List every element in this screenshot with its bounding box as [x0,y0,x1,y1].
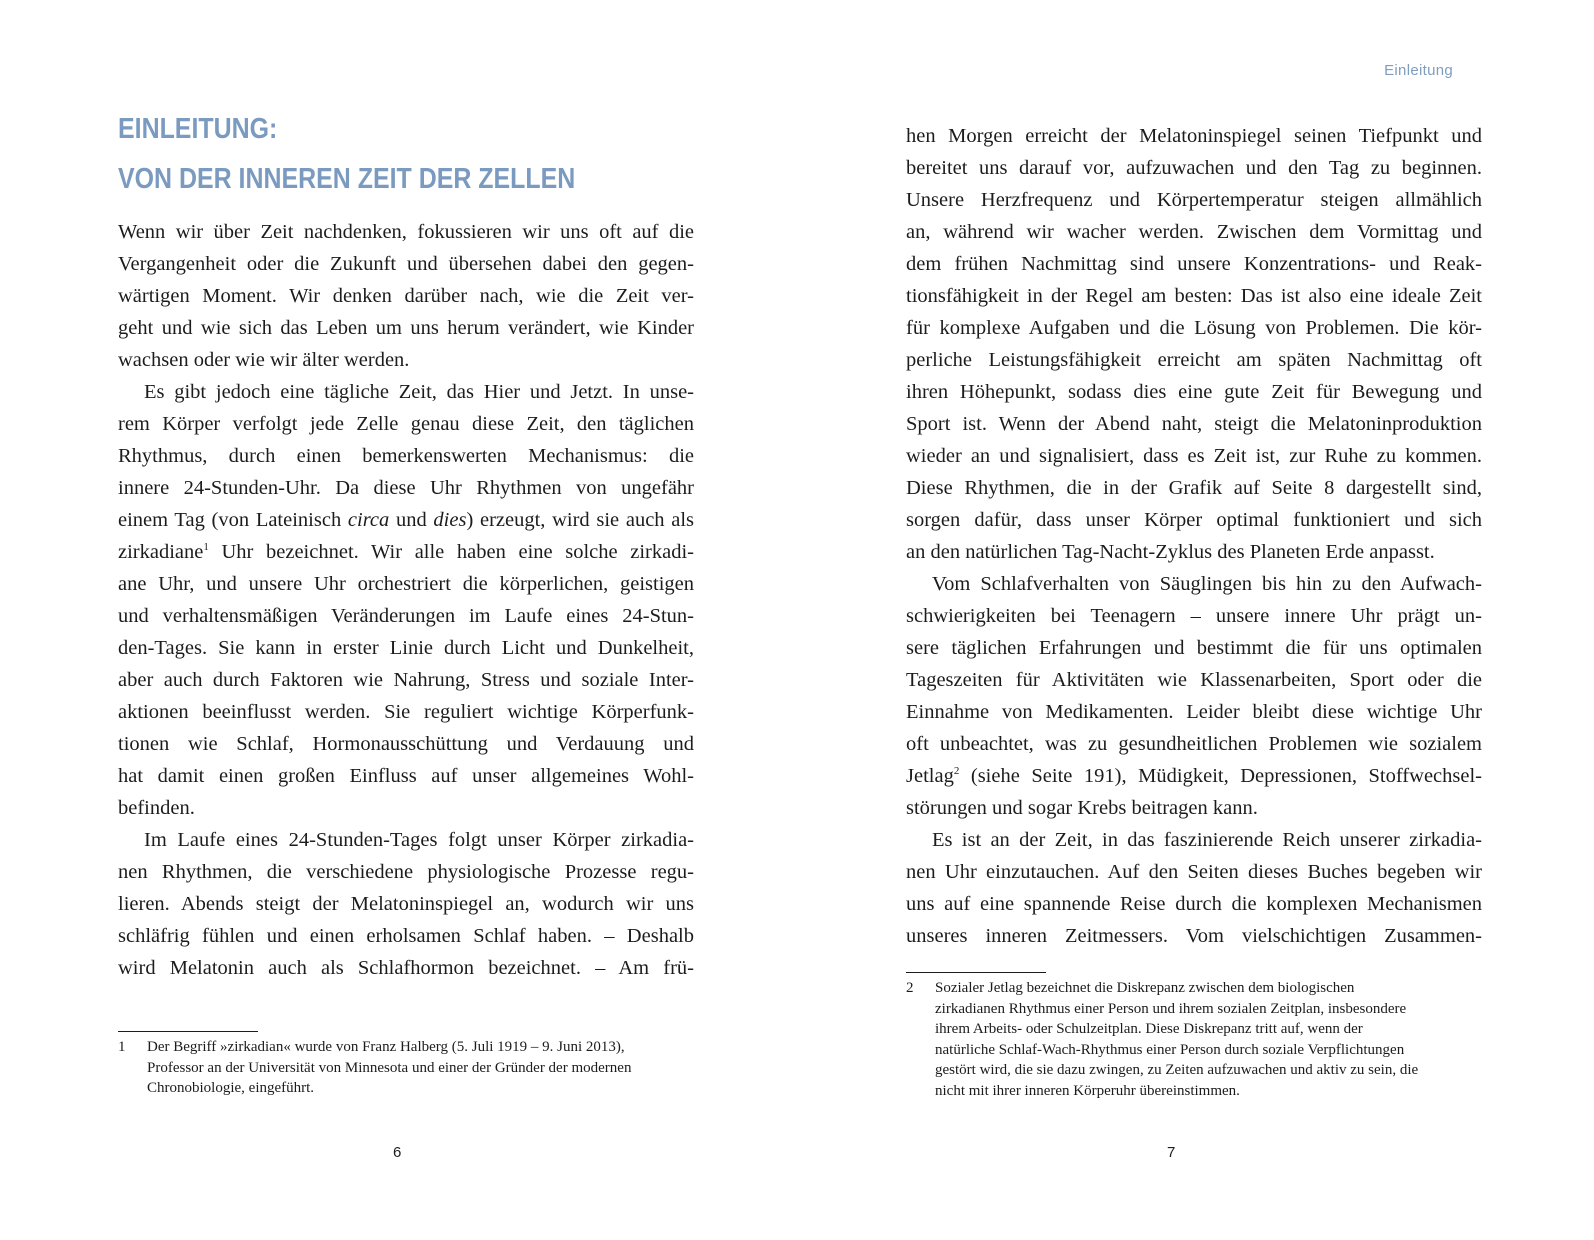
text-line: hat damit einen großen Einfluss auf unser allgemeines Wohl- [118,765,694,787]
footnote-text [147,1037,684,1099]
page-number-right: 7 [1167,1144,1176,1161]
footnote-divider [906,972,1046,973]
text-line: oft unbeachtet, was zu gesundheitlichen Problemen wie sozialem [906,733,1482,755]
footnote-line: natürliche Schlaf-Wach-Rhythmus einer Person durch soziale Verpflichtungen [935,1041,1405,1058]
text-line: Es gibt jedoch eine tägliche Zeit, das Hier und Jetzt. In unse- [144,381,694,403]
italic-term: dies [433,509,467,531]
text-line: und verhaltensmäßigen Veränderungen im Laufe eines 24-Stun- [118,605,694,627]
footnote-line: nicht mit ihrer inneren Körperuhr übereinstimmen. [935,1082,1240,1099]
footnote-line: gestört wird, die sie dazu zwingen, zu Zeiten aufzuwachen und aktiv zu sein, die [935,1062,1419,1079]
text-line: Es ist an der Zeit, in das faszinierende Reich unserer zirkadia- [932,829,1482,851]
footnote-line: Sozialer Jetlag bezeichnet die Diskrepanz zwischen dem biologischen [935,980,1355,996]
text-line: wärtigen Moment. Wir denken darüber nach, wie die Zeit ver- [118,285,694,307]
page-number-left: 6 [393,1144,402,1161]
text-line: sere täglichen Erfahrungen und bestimmt die für uns optimalen [906,637,1482,659]
text-line: rem Körper verfolgt jede Zelle genau diese Zeit, den täglichen [118,413,694,435]
text-line: Wenn wir über Zeit nachdenken, fokussieren wir uns oft auf die [118,221,694,243]
text-line: für komplexe Aufgaben und die Lösung von Problemen. Die kör- [906,317,1482,339]
text-line: Diese Rhythmen, die in der Grafik auf Seite 8 dargestellt sind, [906,477,1482,499]
text-line: Tageszeiten für Aktivitäten wie Klassenarbeiten, Sport oder die [906,669,1482,691]
text-fragment: Uhr bezeichnet. Wir alle haben eine solche zirkadi- [208,541,694,563]
footnote-number: 2 [906,980,914,996]
right-body-text [906,120,1482,952]
text-fragment: Jetlag [906,765,954,787]
chapter-title-line-1: EINLEITUNG: [118,113,278,145]
text-line: an den natürlichen Tag-Nacht-Zyklus des Planeten Erde anpasst. [906,541,1435,563]
text-line: wird Melatonin auch als Schlafhormon bezeichnet. – Am frü- [118,957,694,979]
footnote-line: ihrem Arbeits- oder Schulzeitplan. Diese Diskrepanz tritt auf, wenn der [935,1021,1363,1038]
text-line: nen Uhr einzutauchen. Auf den Seiten dieses Buches begeben wir [906,861,1482,883]
text-fragment: ) erzeugt, wird sie auch als [466,509,695,531]
text-line: aber auch durch Faktoren wie Nahrung, Stress und soziale Inter- [118,669,694,691]
text-line: Vom Schlafverhalten von Säuglingen bis hin zu den Aufwach- [932,573,1482,595]
text-fragment: zirkadiane [118,541,204,563]
footnote-line: Professor an der Universität von Minnesota und einer der Gründer der modernen [147,1059,632,1076]
footnote-line: Der Begriff »zirkadian« wurde von Franz Halberg (5. Juli 1919 – 9. Juni 2013), [147,1039,625,1055]
text-fragment: (siehe Seite 191), Müdigkeit, Depressionen, Stoffwechsel- [959,765,1482,787]
left-body-text [118,216,694,984]
paragraph [118,824,694,984]
footnote-2 [906,978,1472,1102]
text-line: uns auf eine spannende Reise durch die komplexen Mechanismen [906,893,1482,915]
footnote-text [935,978,1472,1102]
paragraph [118,376,694,824]
paragraph [906,568,1482,824]
footnote-reference[interactable]: 1 [203,541,209,554]
text-line: unseres inneren Zeitmessers. Vom vielschichtigen Zusammen- [906,925,1482,947]
right-page [797,0,1594,1240]
text-line: sorgen dafür, dass unser Körper optimal funktioniert und sich [906,509,1482,531]
text-line: Im Laufe eines 24-Stunden-Tages folgt unser Körper zirkadia- [144,829,694,851]
italic-term: circa [347,509,390,531]
text-line: schläfrig fühlen und einen erholsamen Schlaf haben. – Deshalb [118,925,694,947]
text-line: bereitet uns darauf vor, aufzuwachen und den Tag zu beginnen. [906,157,1482,179]
text-line: tionen wie Schlaf, Hormonausschüttung und Verdauung und [118,733,694,755]
footnote-number: 1 [118,1039,126,1055]
text-line: geht und wie sich das Leben um uns herum verändert, wie Kinder [118,317,694,339]
chapter-title [118,104,575,204]
text-line: Einnahme von Medikamenten. Leider bleibt diese wichtige Uhr [906,701,1482,723]
text-line: Unsere Herzfrequenz und Körpertemperatur steigen allmählich [906,189,1482,211]
text-line: tionsfähigkeit in der Regel am besten: Das ist also eine ideale Zeit [906,285,1482,307]
text-line: nen Rhythmen, die verschiedene physiologische Prozesse regu- [118,861,694,883]
paragraph [118,216,694,376]
text-line: schwierigkeiten bei Teenagern – unsere innere Uhr prägt un- [906,605,1482,627]
footnote-divider [118,1031,258,1032]
text-line [118,536,694,568]
text-line: befinden. [118,797,195,819]
footnote-line: Chronobiologie, eingeführt. [147,1080,315,1097]
text-line: Rhythmus, durch einen bemerkenswerten Mechanismus: die [118,445,694,467]
text-line: störungen und sogar Krebs beitragen kann. [906,797,1258,819]
text-fragment: einem Tag (von Lateinisch [118,509,348,531]
paragraph [906,120,1482,568]
text-line: Sport ist. Wenn der Abend naht, steigt die Melatoninproduktion [906,413,1482,435]
footnote-reference[interactable]: 2 [953,765,960,778]
text-fragment: und [389,509,434,531]
text-line: wachsen oder wie wir älter werden. [118,349,410,371]
text-line: innere 24-Stunden-Uhr. Da diese Uhr Rhythmen von ungefähr [118,477,694,499]
footnote-1 [118,1037,684,1099]
text-line: aktionen beeinflusst werden. Sie reguliert wichtige Körperfunk- [118,701,694,723]
text-line: lieren. Abends steigt der Melatoninspiegel an, wodurch wir uns [118,893,694,915]
text-line: perliche Leistungsfähigkeit erreicht am späten Nachmittag oft [906,349,1482,371]
paragraph [906,824,1482,952]
text-line: Vergangenheit oder die Zukunft und übersehen dabei den gegen- [118,253,694,275]
text-line: ane Uhr, und unsere Uhr orchestriert die körperlichen, geistigen [118,573,694,595]
text-line [118,504,694,536]
text-line: an, während wir wacher werden. Zwischen dem Vormittag und [906,221,1482,243]
chapter-title-line-2: VON DER INNEREN ZEIT DER ZELLEN [118,163,576,195]
text-line: den-Tages. Sie kann in erster Linie durch Licht und Dunkelheit, [118,637,694,659]
footnote-line: zirkadianen Rhythmus einer Person und ihrem sozialen Zeitplan, insbesondere [935,1000,1407,1017]
text-line: dem frühen Nachmittag sind unsere Konzentrations- und Reak- [906,253,1482,275]
text-line [906,760,1482,792]
running-head: Einleitung [1384,62,1453,79]
text-line: wieder an und signalisiert, dass es Zeit ist, zur Ruhe zu kommen. [906,445,1482,467]
text-line: ihren Höhepunkt, sodass dies eine gute Zeit für Bewegung und [906,381,1482,403]
text-line: hen Morgen erreicht der Melatoninspiegel seinen Tiefpunkt und [906,125,1482,147]
